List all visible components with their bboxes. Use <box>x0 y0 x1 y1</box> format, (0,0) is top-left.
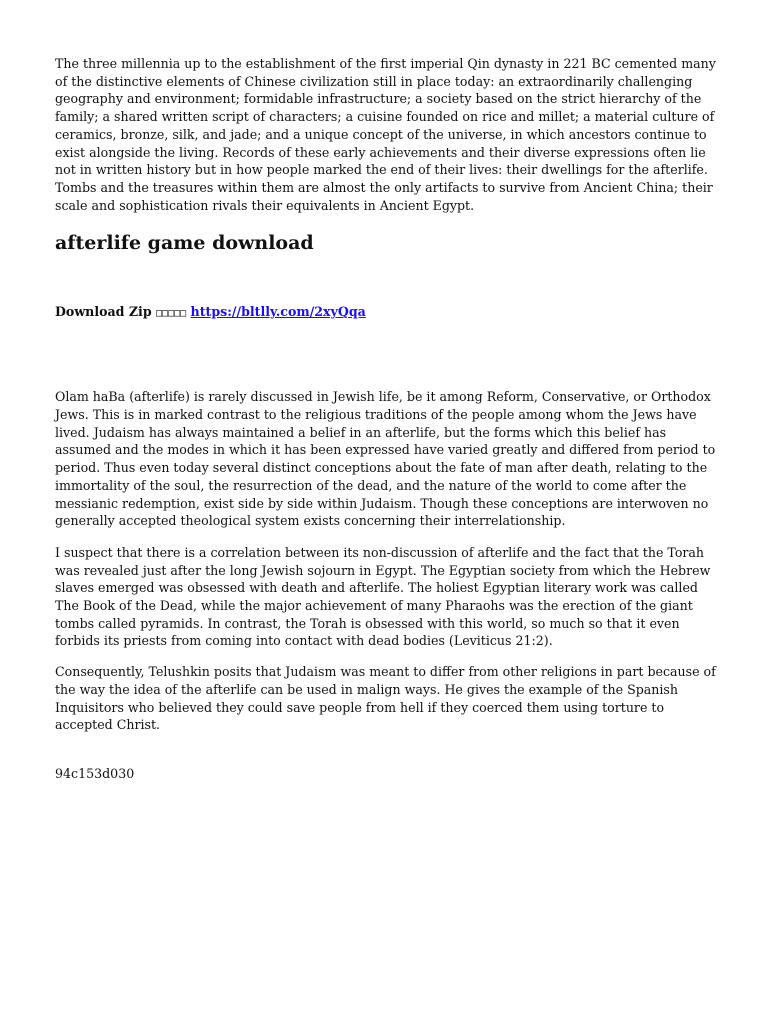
page-title: afterlife game download <box>55 232 314 255</box>
download-line <box>55 303 717 322</box>
intro-paragraph: The three millennia up to the establishment of the first imperial Qin dynasty in 221 BC cemented many of the distinctive elements of Chinese civilization still in place today: an extraordinarily challenging geography and environment; formidable infrastructure; a society based on the strict hierarchy of the family; a shared written script of characters; a cuisine founded on rice and millet; a material culture of ceramics, bronze, silk, and jade; and a unique concept of the universe, in which ancestors continue to exist alongside the living. Records of these early achievements and their diverse expressions often lie not in written history but in how people marked the end of their lives: their dwellings for the afterlife. Tombs and the treasures within them are almost the only artifacts to survive from Ancient China; their scale and sophistication rivals their equivalents in Ancient Egypt. <box>55 56 716 213</box>
paragraph-torah-egypt: I suspect that there is a correlation between its non-discussion of afterlife and the fact that the Torah was revealed just after the long Jewish sojourn in Egypt. The Egyptian society from which the Hebrew slaves emerged was obsessed with death and afterlife. The holiest Egyptian literary work was called The Book of the Dead, while the major achievement of many Pharaohs was the erection of the giant tombs called pyramids. In contrast, the Torah is obsessed with this world, so much so that it even forbids its priests from coming into contact with dead bodies (Leviticus 21:2). <box>55 544 711 649</box>
paragraph-olam-haba: Olam haBa (afterlife) is rarely discussed in Jewish life, be it among Reform, Conservative, or Orthodox Jews. This is in marked contrast to the religious traditions of the people among whom the Jews have lived. Judaism has always maintained a belief in an afterlife, but the forms which this belief has assumed and the modes in which it has been expressed have varied greatly and differed from period to period. Thus even today several distinct conceptions about the fate of man after death, relating to the immortality of the soul, the resurrection of the dead, and the nature of the world to come after the messianic redemption, exist side by side within Judaism. Though these conceptions are interwoven no generally accepted theological system exists concerning their interrelationship. <box>55 389 716 529</box>
download-label: Download Zip <box>55 304 152 320</box>
paragraph-telushkin: Consequently, Telushkin posits that Judaism was meant to differ from other religions in part because of the way the idea of the afterlife can be used in malign ways. He gives the example of the Spanish Inquisitors who believed they could save people from hell if they coerced them using torture to accepted Christ. <box>55 664 716 733</box>
footer-code: 94c153d030 <box>55 765 135 781</box>
document-page <box>55 55 717 782</box>
arrow-glyphs-icon: □□□□□ <box>156 308 187 320</box>
download-link[interactable]: https://bltlly.com/2xyQqa <box>190 304 366 320</box>
